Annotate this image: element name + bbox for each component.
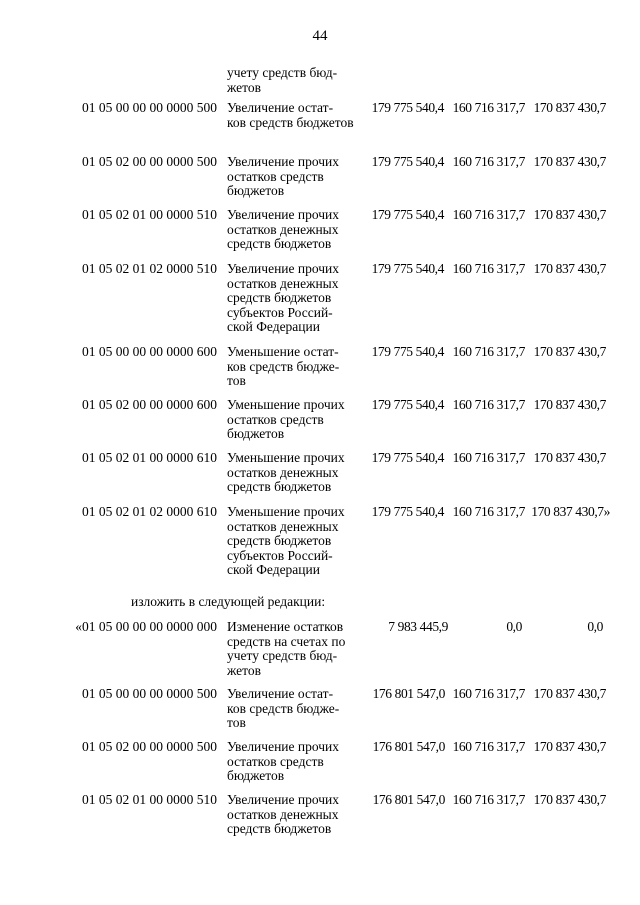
- amount-year-3: 170 837 430,7: [533, 739, 606, 754]
- amount-year-1: 176 801 547,0: [372, 739, 445, 754]
- budget-classification-code: 01 05 02 00 00 0000 500: [82, 739, 217, 754]
- line-description: Увеличение прочих остатков денежных средств бюджетов субъектов Россий- ской Федерации: [227, 261, 340, 335]
- amount-year-2: 160 716 317,7: [452, 792, 525, 807]
- amount-year-1: 176 801 547,0: [372, 792, 445, 807]
- line-description: учету средств бюд- жетов: [227, 65, 338, 95]
- page-number: 44: [312, 28, 328, 44]
- amount-year-2: 160 716 317,7: [452, 261, 525, 276]
- line-description: Увеличение прочих остатков средств бюджетов: [227, 154, 340, 199]
- amount-year-1: 179 775 540,4: [371, 397, 444, 412]
- budget-classification-code: 01 05 02 01 02 0000 510: [82, 261, 217, 276]
- amount-year-2: 0,0: [506, 619, 522, 634]
- amount-year-2: 160 716 317,7: [452, 739, 525, 754]
- budget-classification-code: 01 05 02 00 00 0000 500: [82, 154, 217, 169]
- amount-year-3: 170 837 430,7: [533, 344, 606, 359]
- line-description: Изменение остатков средств на счетах по учету средств бюд- жетов: [227, 619, 346, 678]
- amount-year-3: 170 837 430,7: [533, 397, 606, 412]
- amount-year-3: 170 837 430,7: [533, 450, 606, 465]
- budget-classification-code: 01 05 02 01 02 0000 610: [82, 504, 217, 519]
- budget-classification-code: 01 05 00 00 00 0000 500: [82, 686, 217, 701]
- line-description: Уменьшение прочих остатков денежных средств бюджетов: [227, 450, 345, 495]
- amendment-instruction: изложить в следующей редакции:: [131, 594, 326, 609]
- budget-classification-code: 01 05 02 01 00 0000 610: [82, 450, 217, 465]
- budget-classification-code: 01 05 02 00 00 0000 600: [82, 397, 217, 412]
- amount-year-1: 179 775 540,4: [371, 207, 444, 222]
- amount-year-1: 179 775 540,4: [371, 504, 444, 519]
- amount-year-3: 170 837 430,7: [533, 207, 606, 222]
- line-description: Уменьшение прочих остатков средств бюджетов: [227, 397, 345, 442]
- amount-year-1: 7 983 445,9: [388, 619, 448, 634]
- budget-classification-code: 01 05 00 00 00 0000 500: [82, 100, 217, 115]
- line-description: Увеличение прочих остатков денежных средств бюджетов: [227, 207, 340, 252]
- amount-year-2: 160 716 317,7: [452, 344, 525, 359]
- amount-year-3: 170 837 430,7»: [531, 504, 610, 519]
- amount-year-1: 176 801 547,0: [372, 686, 445, 701]
- budget-classification-code: 01 05 02 01 00 0000 510: [82, 792, 217, 807]
- amount-year-2: 160 716 317,7: [452, 100, 525, 115]
- budget-classification-code: 01 05 00 00 00 0000 600: [82, 344, 217, 359]
- line-description: Уменьшение прочих остатков денежных средств бюджетов субъектов Россий- ской Федерации: [227, 504, 345, 578]
- amount-year-2: 160 716 317,7: [452, 154, 525, 169]
- line-description: Увеличение остат- ков средств бюдже- тов: [227, 686, 340, 731]
- amount-year-3: 0,0: [587, 619, 603, 634]
- line-description: Увеличение прочих остатков средств бюджетов: [227, 739, 340, 784]
- amount-year-2: 160 716 317,7: [452, 450, 525, 465]
- line-description: Увеличение остат- ков средств бюджетов: [227, 100, 354, 130]
- budget-classification-code: 01 05 02 01 00 0000 510: [82, 207, 217, 222]
- amount-year-3: 170 837 430,7: [533, 154, 606, 169]
- line-description: Увеличение прочих остатков денежных средств бюджетов: [227, 792, 340, 837]
- amount-year-1: 179 775 540,4: [371, 344, 444, 359]
- amount-year-3: 170 837 430,7: [533, 792, 606, 807]
- amount-year-2: 160 716 317,7: [452, 504, 525, 519]
- amount-year-1: 179 775 540,4: [371, 450, 444, 465]
- amount-year-2: 160 716 317,7: [452, 207, 525, 222]
- amount-year-1: 179 775 540,4: [371, 100, 444, 115]
- amount-year-1: 179 775 540,4: [371, 261, 444, 276]
- line-description: Уменьшение остат- ков средств бюдже- тов: [227, 344, 340, 389]
- amount-year-3: 170 837 430,7: [533, 261, 606, 276]
- budget-classification-code: «01 05 00 00 00 0000 000: [75, 619, 217, 634]
- amount-year-1: 179 775 540,4: [371, 154, 444, 169]
- amount-year-2: 160 716 317,7: [452, 397, 525, 412]
- amount-year-3: 170 837 430,7: [533, 686, 606, 701]
- amount-year-3: 170 837 430,7: [533, 100, 606, 115]
- amount-year-2: 160 716 317,7: [452, 686, 525, 701]
